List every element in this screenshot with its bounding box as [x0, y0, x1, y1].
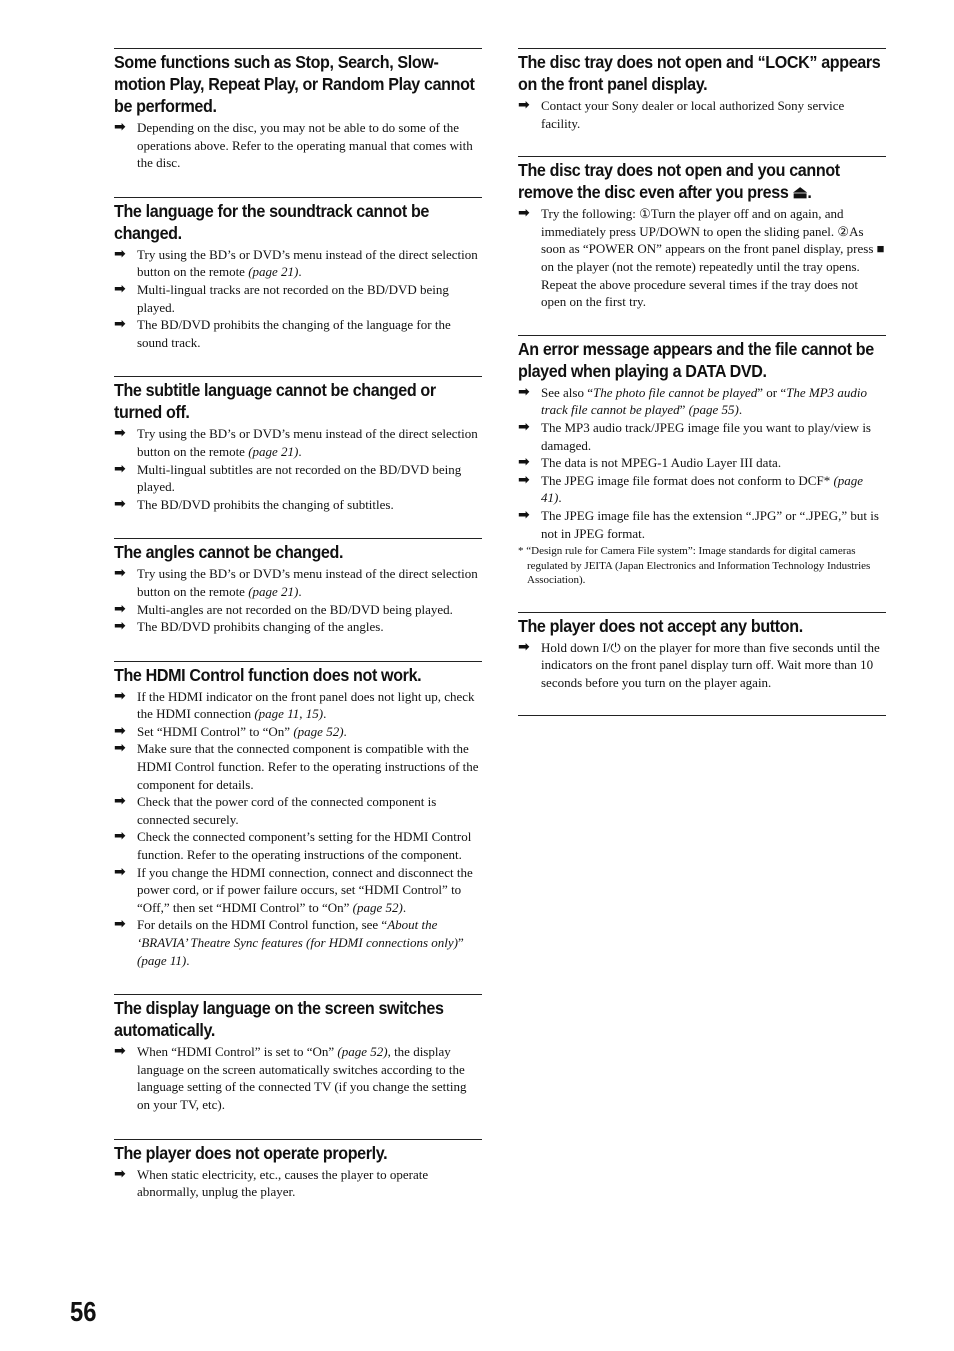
- section-title: The display language on the screen switches automatically.: [114, 998, 444, 1041]
- page-number: 56: [70, 1296, 97, 1327]
- right-arrow-icon: ➡: [518, 205, 530, 222]
- list-item: ➡ Multi-lingual subtitles are not recorded on the BD/DVD being played.: [114, 460, 462, 495]
- page-ref: (page 55): [685, 402, 739, 418]
- section-data-dvd-error: [518, 335, 886, 588]
- section-display-language: [114, 994, 482, 1113]
- section-title: The disc tray does not open and “LOCK” appears on the front panel display.: [518, 52, 881, 94]
- right-arrow-icon: ➡: [518, 471, 530, 488]
- right-arrow-icon: ➡: [114, 740, 126, 757]
- left-column: [114, 48, 482, 1201]
- page-ref: (page 21): [244, 264, 299, 280]
- list-item: ➡ If you change the HDMI connection, connect and disconnect the power cord, or if power failure occurs, set “HDMI Control” to “Off,” then set “HDMI Control” to “On” (page 52).: [114, 863, 473, 915]
- right-arrow-icon: ➡: [518, 638, 530, 655]
- page-ref: (page 11): [137, 952, 187, 968]
- page-ref: (page 11, 15): [251, 706, 324, 722]
- list-item: ➡ Try using the BD’s or DVD’s menu instead of the direct selection button on the remote (page 21).: [114, 565, 478, 599]
- list-item: ➡ The BD/DVD prohibits changing of the angles.: [114, 618, 384, 635]
- section-trick-play: [114, 48, 482, 172]
- right-column: [518, 48, 886, 716]
- cross-ref: About the ‘BRAVIA’ Theatre Sync features (for HDMI connections only): [137, 917, 459, 950]
- footnote: * “Design rule for Camera File system”: Image standards for digital cameras regulated by JEITA (Japan Electronics and Information Technology Industries Association).: [518, 545, 871, 587]
- section-operate-properly: [114, 1139, 482, 1201]
- section-title: The HDMI Control function does not work.: [114, 664, 422, 685]
- right-arrow-icon: ➡: [114, 316, 126, 333]
- right-arrow-icon: ➡: [114, 916, 126, 933]
- section-tray-lock: [518, 48, 886, 132]
- section-title: The language for the soundtrack cannot be changed.: [114, 200, 430, 243]
- right-arrow-icon: ➡: [114, 495, 126, 512]
- section-title: The angles cannot be changed.: [114, 542, 344, 563]
- right-arrow-icon: ➡: [114, 425, 126, 442]
- list-item: ➡ The BD/DVD prohibits the changing of the language for the sound track.: [114, 316, 451, 350]
- page-ref: (page 41): [541, 472, 864, 506]
- section-title: An error message appears and the file cannot be played when playing a DATA DVD.: [518, 338, 874, 381]
- cross-ref: The photo file cannot be played: [592, 384, 758, 400]
- section-title: The player does not accept any button.: [518, 615, 803, 636]
- list-item: ➡ Make sure that the connected component is compatible with the HDMI Control function. Refer to the operating instructions of the component for details.: [114, 740, 479, 792]
- list-item: ➡ When static electricity, etc., causes the player to operate abnormally, unplug the player.: [114, 1165, 429, 1200]
- stop-icon: ■: [876, 241, 885, 257]
- list-item: ➡ Try the following: ①Turn the player off and on again, and immediately press UP/DOWN to open the sliding panel. ②As soon as “POWER ON” appears on the front panel display, press ■ on the player (not the remote) repeatedly until the tray opens. Repeat the above procedure several times if the tray does not open on the first try.: [518, 205, 885, 310]
- cross-ref: The MP3 audio track file cannot be played: [541, 384, 868, 418]
- list-item: ➡ Check that the power cord of the connected component is connected securely.: [114, 793, 437, 827]
- right-arrow-icon: ➡: [114, 600, 126, 617]
- list-item: ➡ When “HDMI Control” is set to “On” (page 52), the display language on the screen automatically switches according to the language setting of the connected TV (if you change the setting on your TV, etc).: [114, 1043, 467, 1112]
- section-title: The player does not operate properly.: [114, 1142, 388, 1163]
- right-arrow-icon: ➡: [114, 863, 126, 880]
- page-ref: (page 52): [290, 723, 344, 739]
- section-soundtrack-language: [114, 197, 482, 352]
- right-arrow-icon: ➡: [114, 565, 126, 582]
- list-item: ➡ Set “HDMI Control” to “On” (page 52).: [114, 722, 347, 739]
- section-angles: [114, 538, 482, 635]
- list-item: ➡ Check the connected component’s setting for the HDMI Control function. Refer to the operating instructions of the component.: [114, 828, 472, 863]
- section-subtitle-language: [114, 376, 482, 513]
- list-item: ➡ Try using the BD’s or DVD’s menu instead of the direct selection button on the remote (page 21).: [114, 245, 478, 280]
- list-item: ➡ The BD/DVD prohibits the changing of subtitles.: [114, 495, 394, 512]
- right-arrow-icon: ➡: [114, 1043, 126, 1060]
- right-arrow-icon: ➡: [114, 793, 126, 810]
- page-ref: (page 52): [334, 1044, 388, 1060]
- list-item: ➡ The JPEG image file format does not conform to DCF* (page 41).: [518, 471, 864, 506]
- list-item: ➡ The data is not MPEG-1 Audio Layer III data.: [518, 454, 782, 471]
- list-item: ➡ See also “The photo file cannot be played” or “The MP3 audio track file cannot be played” (page 55).: [518, 383, 868, 418]
- eject-icon: ⏏: [792, 182, 808, 203]
- page-ref: (page 52): [349, 899, 403, 915]
- list-item: ➡ Hold down I/⏻ on the player for more than five seconds until the indicators on the front panel display turn off. Wait more than 10 seconds before you turn on the player again.: [518, 638, 880, 690]
- right-arrow-icon: ➡: [114, 687, 126, 704]
- list-item: ➡ For details on the HDMI Control function, see “About the ‘BRAVIA’ Theatre Sync features (for HDMI connections only)” (page 11).: [114, 916, 464, 968]
- right-arrow-icon: ➡: [518, 454, 530, 471]
- right-arrow-icon: ➡: [518, 506, 530, 523]
- right-arrow-icon: ➡: [114, 722, 126, 739]
- section-title: The subtitle language cannot be changed or turned off.: [114, 380, 436, 423]
- page-ref: (page 21): [244, 443, 299, 459]
- page-ref: (page 21): [244, 583, 299, 599]
- section-tray-eject: [518, 156, 886, 311]
- section-title: Some functions such as Stop, Search, Slow-motion Play, Repeat Play, or Random Play cannot be performed.: [114, 52, 475, 116]
- right-arrow-icon: ➡: [114, 245, 126, 262]
- power-icon: I/⏻: [602, 639, 621, 655]
- right-arrow-icon: ➡: [114, 618, 126, 635]
- list-item: ➡ The JPEG image file has the extension “.JPG” or “.JPEG,” but is not in JPEG format.: [518, 506, 879, 541]
- list-item: ➡ Contact your Sony dealer or local authorized Sony service facility.: [518, 97, 845, 131]
- section-title: The disc tray does not open and you cannot remove the disc even after you press ⏏.: [518, 160, 840, 203]
- list-item: ➡ Multi-lingual tracks are not recorded on the BD/DVD being played.: [114, 280, 449, 315]
- section-hdmi-control: [114, 661, 482, 970]
- right-arrow-icon: ➡: [114, 1165, 126, 1182]
- right-arrow-icon: ➡: [114, 119, 126, 135]
- list-item: ➡ Multi-angles are not recorded on the BD/DVD being played.: [114, 600, 453, 617]
- right-arrow-icon: ➡: [114, 280, 126, 297]
- right-arrow-icon: ➡: [114, 460, 126, 477]
- list-item: ➡ If the HDMI indicator on the front panel does not light up, check the HDMI connection (page 11, 15).: [114, 687, 475, 722]
- divider: [518, 715, 886, 716]
- right-arrow-icon: ➡: [518, 418, 530, 435]
- right-arrow-icon: ➡: [518, 383, 530, 400]
- list-item: ➡ Try using the BD’s or DVD’s menu instead of the direct selection button on the remote (page 21).: [114, 425, 478, 459]
- list-item: ➡ The MP3 audio track/JPEG image file you want to play/view is damaged.: [518, 418, 871, 453]
- list-item: ➡ Depending on the disc, you may not be able to do some of the operations above. Refer to the operating manual that comes with the disc.: [114, 119, 473, 171]
- right-arrow-icon: ➡: [114, 828, 126, 845]
- right-arrow-icon: ➡: [518, 97, 530, 113]
- section-no-button: [518, 612, 886, 692]
